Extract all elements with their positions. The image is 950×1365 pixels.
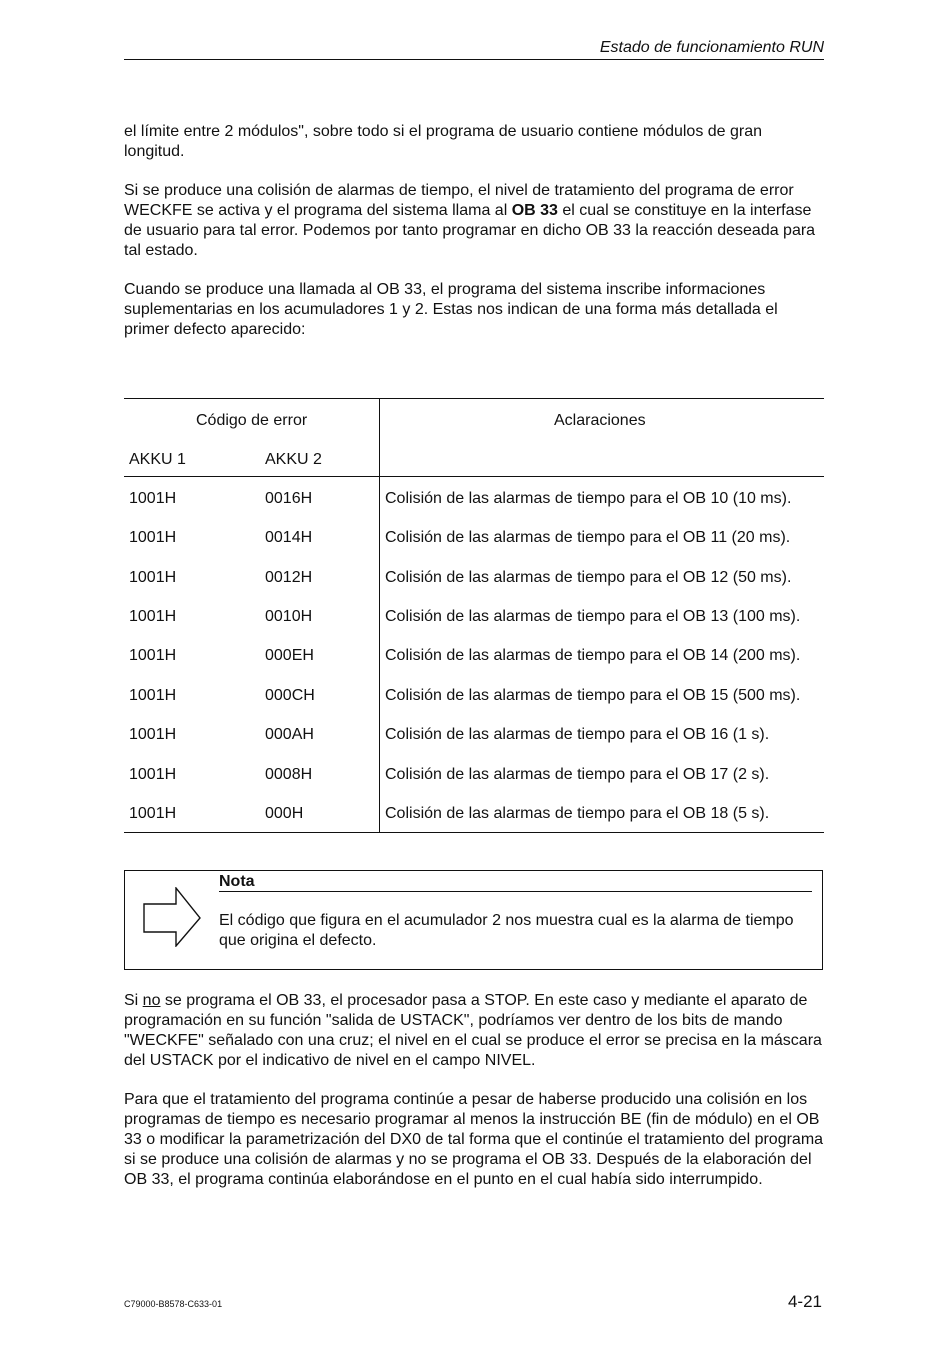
table-row [124,646,824,666]
paragraph-5: Para que el tratamiento del programa continúe a pesar de haberse producido una colisión en los programas de tiempo es necesario programar al menos la instrucción BE (fin de módulo) en el OB 33 o modificar la parametrización del DX0 de tal forma que el continúe el tratamiento del programa si se produce una colisión de alarmas y no se programa el OB 33. Después de la elaboración del OB 33, el programa continúa elaborándose en el punto en el cual había sido interrumpido. [124,1091,824,1188]
header-error-code: Código de error [196,412,308,429]
note-text: El código que figura en el acumulador 2 nos muestra cual es la alarma de tiempo que origina el defecto. [219,912,794,949]
akku1-value: 1001H [129,726,177,743]
error-code-table [124,398,824,833]
note-box [124,870,823,970]
page-number: 4-21 [787,1292,822,1311]
table-row [124,607,824,627]
table-row [124,489,824,509]
explanation: Colisión de las alarmas de tiempo para el OB 16 (1 s). [385,726,770,743]
arrow-right-icon [143,887,205,953]
akku2-value: 0010H [265,608,313,625]
explanation: Colisión de las alarmas de tiempo para el OB 10 (10 ms). [385,490,792,507]
table-row [124,804,824,824]
header-akku1: AKKU 1 [129,451,186,468]
explanation: Colisión de las alarmas de tiempo para el OB 12 (50 ms). [385,569,792,586]
table-row [124,568,824,588]
paragraph-4-part-b: se programa el OB 33, el procesador pasa a STOP. En este caso y mediante el aparato de programación en su función "salida de USTACK", podríamos ver dentro de los bits de mando "WECKFE" señalado con una cruz; el nivel en el cual se produce el error se precisa en la máscara del USTACK por el indicativo de nivel en el campo NIVEL. [124,992,822,1069]
table-row [124,528,824,548]
akku1-value: 1001H [129,529,177,546]
paragraph-1: el límite entre 2 módulos", sobre todo si el programa de usuario contiene módulos de gran longitud. [124,123,763,160]
akku2-value: 000CH [265,687,315,704]
paragraph-4-underlined: no [142,992,161,1009]
akku2-value: 000AH [265,726,314,743]
explanation: Colisión de las alarmas de tiempo para el OB 11 (20 ms). [385,529,791,546]
akku2-value: 000EH [265,647,314,664]
paragraph-4-part-a: Si [124,992,143,1009]
akku2-value: 0014H [265,529,313,546]
table-row [124,765,824,785]
header-title: Estado de funcionamiento RUN [599,39,824,56]
header-explanations: Aclaraciones [554,412,646,429]
explanation: Colisión de las alarmas de tiempo para el OB 15 (500 ms). [385,687,801,704]
akku1-value: 1001H [129,687,177,704]
header-akku2: AKKU 2 [265,451,322,468]
table-header-divider [124,476,824,477]
akku1-value: 1001H [129,608,177,625]
paragraph-2-part-b: el cual se constituye en la interfase de usuario para tal error. Podemos por tanto programar en dicho OB 33 la reacción deseada para tal estado. [124,202,816,259]
explanation: Colisión de las alarmas de tiempo para el OB 14 (200 ms). [385,647,801,664]
akku1-value: 1001H [129,805,177,822]
table-row [124,725,824,745]
explanation: Colisión de las alarmas de tiempo para el OB 13 (100 ms). [385,608,801,625]
akku2-value: 000H [265,805,304,822]
akku1-value: 1001H [129,490,177,507]
paragraph-3: Cuando se produce una llamada al OB 33, el programa del sistema inscribe informaciones suplementarias en los acumuladores 1 y 2. Estas nos indican de una forma más detallada el primer defecto aparecido: [124,281,778,338]
akku1-value: 1001H [129,647,177,664]
explanation: Colisión de las alarmas de tiempo para el OB 17 (2 s). [385,766,770,783]
akku2-value: 0012H [265,569,313,586]
document-code: C79000-B8578-C633-01 [124,1299,223,1309]
paragraph-2-part-a: Si se produce una colisión de alarmas de tiempo, el nivel de tratamiento del programa de error WECKFE se activa y el programa del sistema llama al [124,182,794,219]
paragraph-2-bold: OB 33 [511,202,558,219]
akku1-value: 1001H [129,766,177,783]
explanation: Colisión de las alarmas de tiempo para el OB 18 (5 s). [385,805,770,822]
akku1-value: 1001H [129,569,177,586]
table-row [124,686,824,706]
paragraph-2 [124,181,824,261]
paragraph-4 [124,991,824,1071]
running-header [124,38,824,60]
akku2-value: 0008H [265,766,313,783]
note-title: Nota [219,872,812,892]
akku2-value: 0016H [265,490,313,507]
